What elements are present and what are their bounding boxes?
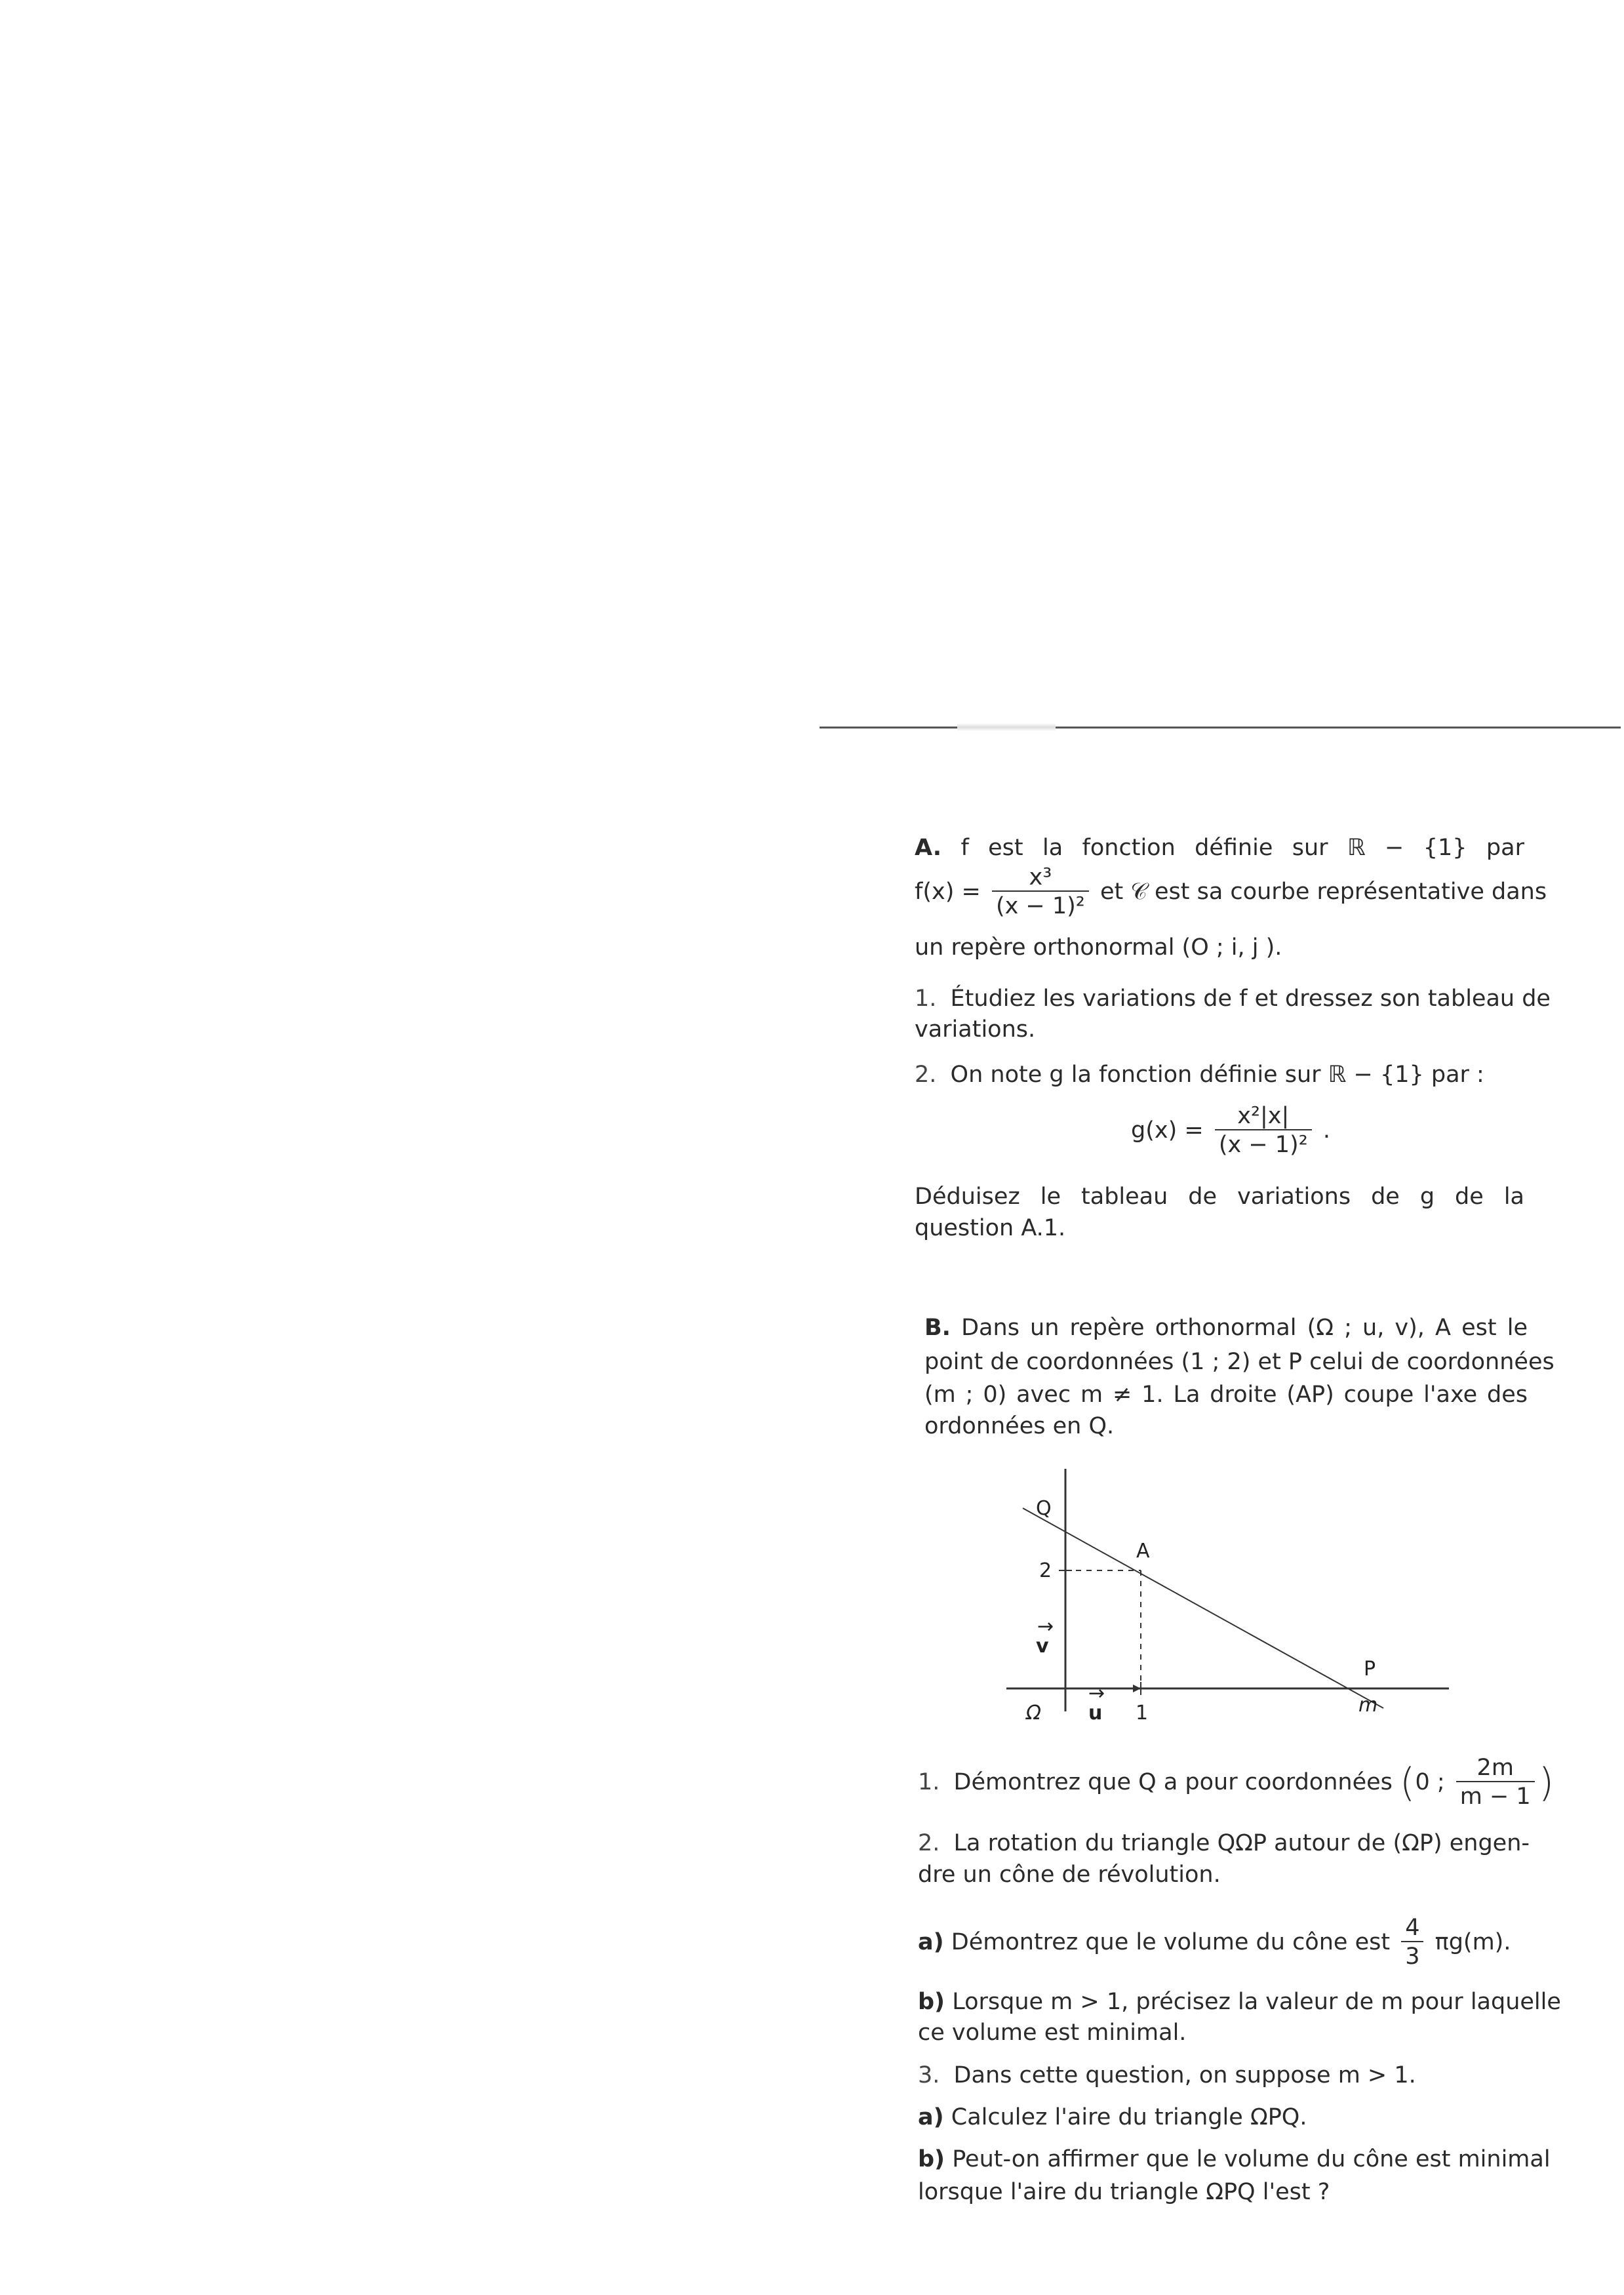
separator-smudge bbox=[957, 723, 1056, 731]
part-b-q2b-line1 bbox=[918, 1986, 1561, 2018]
fx-denominator: (x − 1)² bbox=[992, 890, 1089, 921]
gx-end: . bbox=[1322, 1117, 1331, 1144]
part-a-q1-text: Étudiez les variations de f et dressez son tableau de bbox=[950, 986, 1551, 1012]
fx-fraction bbox=[992, 864, 1089, 921]
part-a-intro-line3: un repère orthonormal (O ; i, j ). bbox=[915, 934, 1282, 961]
part-b-q3-text: Dans cette question, on suppose m > 1. bbox=[953, 2062, 1416, 2088]
gx-denominator: (x − 1)² bbox=[1215, 1129, 1312, 1159]
part-b-q3a-line bbox=[918, 2101, 1307, 2134]
part-b-line1-text: Dans un repère orthonormal (Ω ; u, v), A est le bbox=[961, 1315, 1528, 1341]
fx-numerator: x³ bbox=[1029, 864, 1052, 890]
part-b-q3b-label: b) bbox=[918, 2146, 945, 2172]
vector-u-arrow bbox=[1133, 1685, 1141, 1692]
part-b-q2-number: 2. bbox=[918, 1830, 940, 1856]
part-b-q2a-text: Démontrez que le volume du cône est bbox=[951, 1929, 1391, 1955]
q-coord-fraction bbox=[1456, 1755, 1535, 1811]
gx-lhs: g(x) = bbox=[1131, 1117, 1204, 1144]
part-a-q2-number: 2. bbox=[915, 1062, 937, 1088]
gx-fraction bbox=[1215, 1103, 1312, 1159]
part-b-q3-number: 3. bbox=[918, 2062, 940, 2088]
part-a-q1-line2: variations. bbox=[915, 1016, 1036, 1043]
part-b-q2-text: La rotation du triangle QΩP autour de (ΩP) engen- bbox=[953, 1830, 1530, 1856]
part-b-line1 bbox=[924, 1311, 1528, 1344]
label-v: v bbox=[1036, 1635, 1049, 1658]
close-paren: ) bbox=[1538, 1760, 1555, 1806]
part-b-q1-line bbox=[918, 1755, 1554, 1811]
fx-tail: et 𝒞 est sa courbe représentative dans bbox=[1099, 879, 1547, 905]
part-b-line3: (m ; 0) avec m ≠ 1. La droite (AP) coupe l'axe des bbox=[924, 1382, 1528, 1408]
label-omega: Ω bbox=[1026, 1702, 1041, 1725]
part-b-q3b-text: Peut-on affirmer que le volume du cône est minimal bbox=[952, 2146, 1551, 2172]
part-b-q2a-tail: πg(m). bbox=[1435, 1929, 1511, 1955]
part-b-label: B. bbox=[924, 1315, 951, 1341]
part-a-deduce-line2: question A.1. bbox=[915, 1215, 1066, 1241]
fx-lhs: f(x) = bbox=[915, 879, 981, 905]
q-coord-denominator: m − 1 bbox=[1456, 1781, 1535, 1811]
part-a-deduce-line1: Déduisez le tableau de variations de g de la bbox=[915, 1184, 1524, 1210]
part-a-label: A. bbox=[915, 835, 942, 861]
label-u: u bbox=[1088, 1702, 1103, 1725]
part-a-q1-line1 bbox=[915, 982, 1551, 1015]
part-b-q1-text: Démontrez que Q a pour coordonnées bbox=[953, 1769, 1393, 1795]
part-a-q2-text: On note g la fonction définie sur ℝ − {1} par : bbox=[950, 1062, 1484, 1088]
part-a-intro-line1 bbox=[915, 831, 1524, 864]
part-a-fx-line bbox=[915, 864, 1547, 921]
line-ap bbox=[1023, 1508, 1383, 1708]
four-thirds-denominator: 3 bbox=[1401, 1941, 1423, 1971]
part-b-q3a-label: a) bbox=[918, 2104, 944, 2130]
part-b-q3-line bbox=[918, 2059, 1416, 2092]
four-thirds-fraction bbox=[1401, 1915, 1423, 1971]
q-coord-first: 0 ; bbox=[1415, 1769, 1445, 1795]
q-coord-numerator: 2m bbox=[1476, 1755, 1514, 1781]
part-a-intro-text: f est la fonction définie sur ℝ − {1} par bbox=[961, 835, 1524, 861]
part-b-q2a-label: a) bbox=[918, 1929, 944, 1955]
part-b-q2-line1 bbox=[918, 1827, 1530, 1860]
label-v-arrow: → bbox=[1037, 1615, 1054, 1638]
part-b-q3b-line1 bbox=[918, 2143, 1551, 2176]
label-one: 1 bbox=[1136, 1702, 1149, 1725]
label-p: P bbox=[1364, 1658, 1376, 1681]
label-two: 2 bbox=[1039, 1559, 1052, 1582]
part-b-q2-line2: dre un cône de révolution. bbox=[918, 1862, 1221, 1888]
label-q: Q bbox=[1036, 1497, 1052, 1520]
geometry-diagram bbox=[990, 1462, 1449, 1725]
label-m: m bbox=[1358, 1694, 1378, 1717]
part-b-q1-number: 1. bbox=[918, 1769, 940, 1795]
part-b-line4: ordonnées en Q. bbox=[924, 1413, 1115, 1439]
part-b-q3a-text: Calculez l'aire du triangle ΩPQ. bbox=[951, 2104, 1307, 2130]
part-b-q2b-label: b) bbox=[918, 1989, 945, 2015]
part-a-gx-line bbox=[1131, 1103, 1330, 1159]
open-paren: ( bbox=[1400, 1760, 1416, 1806]
part-a-q2-line bbox=[915, 1058, 1484, 1091]
gx-numerator: x²|x| bbox=[1237, 1103, 1290, 1129]
part-a-q1-number: 1. bbox=[915, 986, 937, 1012]
part-b-q2b-line2: ce volume est minimal. bbox=[918, 2020, 1187, 2046]
label-u-arrow: → bbox=[1088, 1682, 1105, 1705]
part-b-line2: point de coordonnées (1 ; 2) et P celui de coordonnées bbox=[924, 1349, 1555, 1375]
four-thirds-numerator: 4 bbox=[1405, 1915, 1420, 1941]
label-a: A bbox=[1136, 1540, 1150, 1563]
separator-rule bbox=[820, 727, 1621, 728]
part-b-q2a-line bbox=[918, 1915, 1511, 1971]
part-b-q3b-line2: lorsque l'aire du triangle ΩPQ l'est ? bbox=[918, 2179, 1330, 2205]
part-b-q2b-text: Lorsque m > 1, précisez la valeur de m pour laquelle bbox=[952, 1989, 1561, 2015]
